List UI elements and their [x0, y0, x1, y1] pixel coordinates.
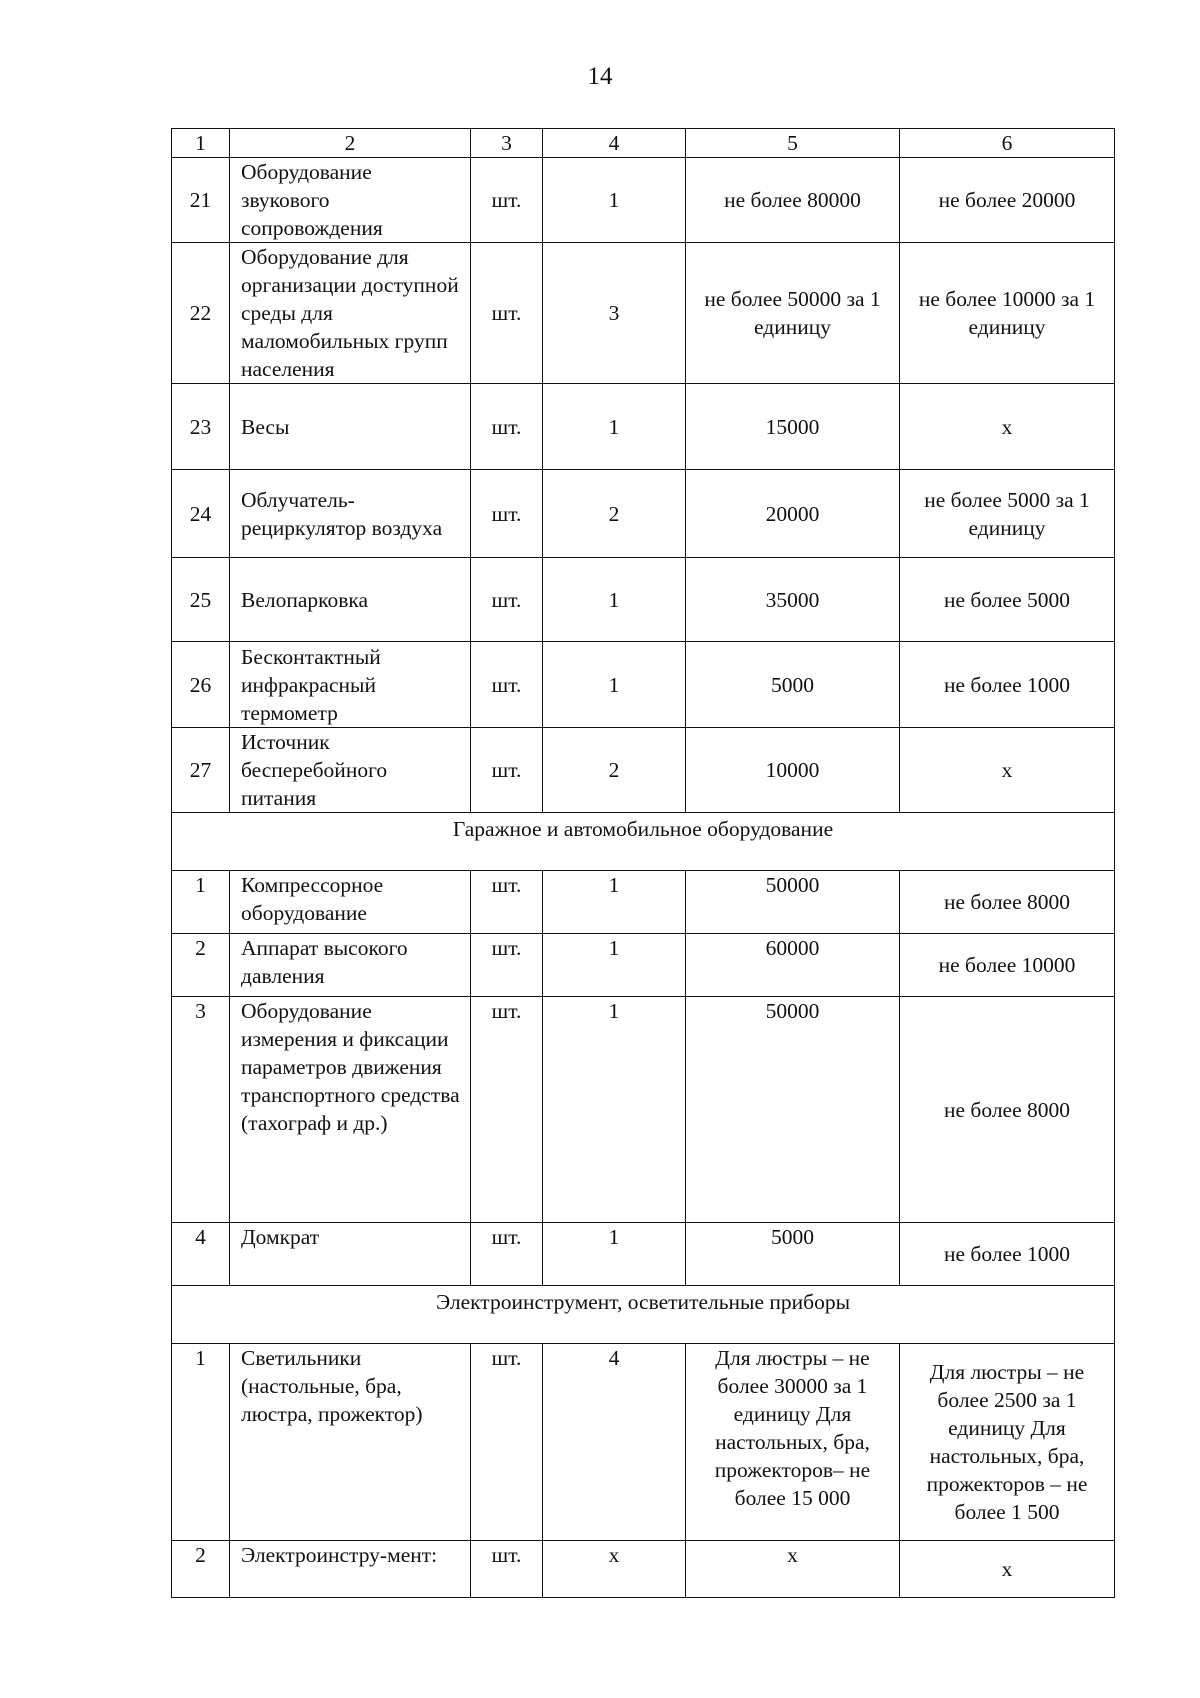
- item-unit: шт.: [471, 558, 543, 642]
- item-service-cost: не более 5000: [900, 558, 1115, 642]
- row-number: 4: [172, 1223, 230, 1286]
- item-service-cost: не более 8000: [900, 871, 1115, 934]
- row-number: 24: [172, 470, 230, 558]
- item-price: 5000: [686, 642, 900, 728]
- item-price: 35000: [686, 558, 900, 642]
- row-number: 22: [172, 243, 230, 384]
- item-quantity: 1: [543, 934, 686, 997]
- row-number: 2: [172, 934, 230, 997]
- item-quantity: 1: [543, 871, 686, 934]
- row-number: 26: [172, 642, 230, 728]
- column-number: 5: [686, 129, 900, 158]
- item-quantity: 1: [543, 997, 686, 1223]
- table-row: [172, 1541, 1115, 1598]
- item-unit: шт.: [471, 642, 543, 728]
- page-number: 14: [587, 63, 613, 90]
- table-row: [172, 1223, 1115, 1286]
- item-name: Компрессорное оборудование: [230, 871, 471, 934]
- section-row: [172, 1286, 1115, 1344]
- item-unit: шт.: [471, 728, 543, 813]
- row-number: 21: [172, 158, 230, 243]
- item-price: 20000: [686, 470, 900, 558]
- section-title-electro: Электроинструмент, осветительные приборы: [172, 1286, 1115, 1344]
- table-row: [172, 558, 1115, 642]
- item-quantity: 2: [543, 728, 686, 813]
- item-unit: шт.: [471, 1223, 543, 1286]
- item-price: 5000: [686, 1223, 900, 1286]
- item-name: Оборудование для организации доступной среды для маломобильных групп населения: [230, 243, 471, 384]
- section-title-garage: Гаражное и автомобильное оборудование: [172, 813, 1115, 871]
- item-price: не более 50000 за 1 единицу: [686, 243, 900, 384]
- item-name: Оборудование звукового сопровождения: [230, 158, 471, 243]
- item-unit: шт.: [471, 1541, 543, 1598]
- table-row: [172, 997, 1115, 1223]
- row-number: 23: [172, 384, 230, 470]
- item-price: х: [686, 1541, 900, 1598]
- item-name: Бесконтактный инфракрасный термометр: [230, 642, 471, 728]
- column-number: 4: [543, 129, 686, 158]
- item-quantity: 1: [543, 384, 686, 470]
- item-service-cost: не более 1000: [900, 642, 1115, 728]
- item-name: Источник бесперебойного питания: [230, 728, 471, 813]
- item-name: Светильники (настольные, бра, люстра, прожектор): [230, 1344, 471, 1541]
- item-service-cost: х: [900, 384, 1115, 470]
- item-price: 50000: [686, 997, 900, 1223]
- row-number: 3: [172, 997, 230, 1223]
- row-number: 25: [172, 558, 230, 642]
- item-price: 15000: [686, 384, 900, 470]
- column-number: 2: [230, 129, 471, 158]
- table-row: [172, 934, 1115, 997]
- specification-table: [171, 128, 1115, 1598]
- item-name: Облучатель-рециркулятор воздуха: [230, 470, 471, 558]
- item-unit: шт.: [471, 243, 543, 384]
- row-number: 2: [172, 1541, 230, 1598]
- item-service-cost: не более 5000 за 1 единицу: [900, 470, 1115, 558]
- item-service-cost: не более 8000: [900, 997, 1115, 1223]
- column-number: 1: [172, 129, 230, 158]
- table-row: [172, 158, 1115, 243]
- item-price: 10000: [686, 728, 900, 813]
- item-name: Весы: [230, 384, 471, 470]
- row-number: 27: [172, 728, 230, 813]
- table-row: [172, 1344, 1115, 1541]
- item-service-cost: не более 10000: [900, 934, 1115, 997]
- section-row: [172, 813, 1115, 871]
- item-name: Велопарковка: [230, 558, 471, 642]
- item-quantity: 1: [543, 558, 686, 642]
- column-number-row: [172, 129, 1115, 158]
- item-unit: шт.: [471, 384, 543, 470]
- item-service-cost: х: [900, 1541, 1115, 1598]
- table-row: [172, 728, 1115, 813]
- item-quantity: 4: [543, 1344, 686, 1541]
- item-unit: шт.: [471, 997, 543, 1223]
- item-name: Оборудование измерения и фиксации параметров движения транспортного средства (тахограф и др.): [230, 997, 471, 1223]
- item-quantity: 3: [543, 243, 686, 384]
- item-price: Для люстры – не более 30000 за 1 единицу Для настольных, бра, прожекторов– не более 15 000: [686, 1344, 900, 1541]
- item-service-cost: не более 1000: [900, 1223, 1115, 1286]
- item-quantity: 2: [543, 470, 686, 558]
- table-row: [172, 243, 1115, 384]
- table-row: [172, 642, 1115, 728]
- item-price: 60000: [686, 934, 900, 997]
- table-row: [172, 384, 1115, 470]
- item-service-cost: х: [900, 728, 1115, 813]
- item-service-cost: не более 20000: [900, 158, 1115, 243]
- column-number: 6: [900, 129, 1115, 158]
- item-quantity: 1: [543, 642, 686, 728]
- item-unit: шт.: [471, 470, 543, 558]
- row-number: 1: [172, 871, 230, 934]
- column-number: 3: [471, 129, 543, 158]
- item-service-cost: Для люстры – не более 2500 за 1 единицу Для настольных, бра, прожекторов – не более 1 500: [900, 1344, 1115, 1541]
- item-unit: шт.: [471, 934, 543, 997]
- item-price: 50000: [686, 871, 900, 934]
- item-unit: шт.: [471, 871, 543, 934]
- item-quantity: 1: [543, 158, 686, 243]
- item-name: Домкрат: [230, 1223, 471, 1286]
- item-unit: шт.: [471, 158, 543, 243]
- item-name: Аппарат высокого давления: [230, 934, 471, 997]
- table-row: [172, 470, 1115, 558]
- item-unit: шт.: [471, 1344, 543, 1541]
- row-number: 1: [172, 1344, 230, 1541]
- item-name: Электроинстру-мент:: [230, 1541, 471, 1598]
- item-quantity: х: [543, 1541, 686, 1598]
- table-row: [172, 871, 1115, 934]
- item-price: не более 80000: [686, 158, 900, 243]
- item-quantity: 1: [543, 1223, 686, 1286]
- item-service-cost: не более 10000 за 1 единицу: [900, 243, 1115, 384]
